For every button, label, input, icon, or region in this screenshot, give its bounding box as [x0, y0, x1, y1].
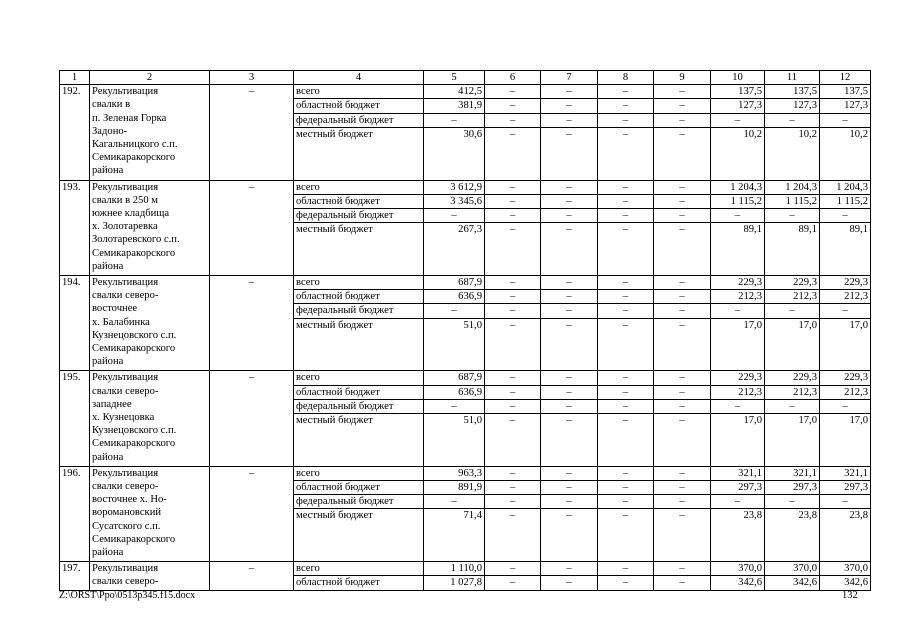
amount-cell: –	[541, 495, 598, 509]
amount-cell: –	[541, 127, 598, 180]
amount-cell: 51,0	[424, 414, 485, 467]
funding-source: областной бюджет	[294, 576, 424, 590]
amount-cell: –	[598, 304, 654, 318]
amount-cell: –	[654, 466, 711, 480]
amount-cell: –	[820, 113, 871, 127]
column-number-12: 12	[820, 71, 871, 85]
amount-cell: –	[598, 127, 654, 180]
funding-source: всего	[294, 371, 424, 385]
amount-cell: –	[485, 562, 541, 576]
amount-cell: –	[598, 509, 654, 562]
amount-cell: –	[820, 304, 871, 318]
amount-cell: 370,0	[765, 562, 820, 576]
amount-cell: 89,1	[765, 223, 820, 276]
entry-name-line: Рекультивация	[92, 372, 159, 384]
amount-cell: –	[485, 371, 541, 385]
amount-cell: –	[654, 481, 711, 495]
amount-cell: –	[424, 399, 485, 413]
amount-cell: –	[654, 209, 711, 223]
page-number: 132	[842, 590, 858, 601]
amount-cell: –	[654, 113, 711, 127]
amount-cell: –	[541, 385, 598, 399]
amount-cell: –	[654, 385, 711, 399]
budget-table	[59, 70, 871, 591]
amount-cell: –	[485, 318, 541, 371]
amount-cell: –	[765, 209, 820, 223]
funding-source: местный бюджет	[294, 223, 424, 276]
amount-cell: 229,3	[765, 276, 820, 290]
entry-name-line: Кузнецовского с.п.	[92, 329, 177, 341]
entry-name-line: воромановский	[92, 507, 162, 519]
amount-cell: 137,5	[820, 85, 871, 99]
amount-cell: –	[541, 576, 598, 590]
responsible-executor: –	[210, 85, 294, 180]
amount-cell: –	[541, 318, 598, 371]
funding-source: федеральный бюджет	[294, 399, 424, 413]
amount-cell: 23,8	[765, 509, 820, 562]
amount-cell: –	[424, 495, 485, 509]
column-number-3: 3	[210, 71, 294, 85]
amount-cell: 687,9	[424, 371, 485, 385]
amount-cell: 17,0	[765, 414, 820, 467]
funding-source: местный бюджет	[294, 318, 424, 371]
amount-cell: –	[541, 276, 598, 290]
amount-cell: –	[541, 85, 598, 99]
amount-cell: 297,3	[711, 481, 765, 495]
entry-name-line: района	[92, 260, 124, 272]
funding-source: всего	[294, 180, 424, 194]
amount-cell: 342,6	[820, 576, 871, 590]
amount-cell: 17,0	[711, 318, 765, 371]
entry-name	[90, 180, 210, 275]
amount-cell: 30,6	[424, 127, 485, 180]
amount-cell: –	[541, 113, 598, 127]
amount-cell: –	[598, 466, 654, 480]
entry-name-line: Семикаракорского	[92, 152, 176, 164]
entry-name-line: района	[92, 165, 124, 177]
amount-cell: 687,9	[424, 276, 485, 290]
amount-cell: –	[424, 113, 485, 127]
amount-cell: –	[485, 290, 541, 304]
table-row	[60, 85, 871, 99]
amount-cell: –	[598, 209, 654, 223]
amount-cell: –	[485, 113, 541, 127]
entry-name-line: района	[92, 451, 124, 463]
amount-cell: –	[541, 466, 598, 480]
amount-cell: 297,3	[820, 481, 871, 495]
entry-name-line: свалки северо-	[92, 481, 159, 493]
amount-cell: 127,3	[765, 99, 820, 113]
amount-cell: –	[654, 223, 711, 276]
amount-cell: –	[598, 276, 654, 290]
responsible-executor: –	[210, 276, 294, 371]
amount-cell: –	[541, 481, 598, 495]
entry-name-line: Кагальницкого с.п.	[92, 139, 178, 151]
amount-cell: –	[654, 194, 711, 208]
amount-cell: –	[485, 194, 541, 208]
entry-number: 195.	[60, 371, 90, 466]
amount-cell: –	[654, 562, 711, 576]
amount-cell: –	[598, 576, 654, 590]
entry-number: 192.	[60, 85, 90, 180]
amount-cell: 381,9	[424, 99, 485, 113]
amount-cell: –	[598, 495, 654, 509]
amount-cell: –	[541, 399, 598, 413]
column-number-8: 8	[598, 71, 654, 85]
amount-cell: –	[598, 318, 654, 371]
entry-name-line: Семикаракорского	[92, 343, 176, 355]
column-number-9: 9	[654, 71, 711, 85]
amount-cell: 891,9	[424, 481, 485, 495]
amount-cell: –	[485, 276, 541, 290]
entry-name-line: свалки северо-	[92, 385, 159, 397]
entry-number: 196.	[60, 466, 90, 561]
amount-cell: 229,3	[711, 276, 765, 290]
amount-cell: –	[541, 223, 598, 276]
entry-name-line: западнее	[92, 398, 132, 410]
entry-number: 194.	[60, 276, 90, 371]
amount-cell: 137,5	[711, 85, 765, 99]
amount-cell: –	[541, 371, 598, 385]
amount-cell: –	[541, 290, 598, 304]
amount-cell: –	[711, 399, 765, 413]
amount-cell: –	[541, 562, 598, 576]
amount-cell: –	[541, 509, 598, 562]
amount-cell: –	[654, 576, 711, 590]
entry-name-line: Кузнецовского с.п.	[92, 425, 177, 437]
funding-source: областной бюджет	[294, 99, 424, 113]
column-number-4: 4	[294, 71, 424, 85]
entry-name-line: Задоно-	[92, 125, 128, 137]
amount-cell: –	[765, 495, 820, 509]
amount-cell: –	[485, 481, 541, 495]
amount-cell: 212,3	[820, 385, 871, 399]
amount-cell: –	[598, 85, 654, 99]
amount-cell: –	[598, 414, 654, 467]
entry-name-line: района	[92, 356, 124, 368]
amount-cell: –	[485, 85, 541, 99]
funding-source: всего	[294, 276, 424, 290]
entry-name-line: х. Золотаревка	[92, 221, 158, 233]
amount-cell: 229,3	[820, 371, 871, 385]
amount-cell: 51,0	[424, 318, 485, 371]
funding-source: федеральный бюджет	[294, 495, 424, 509]
funding-source: местный бюджет	[294, 127, 424, 180]
entry-name-line: п. Зеленая Горка	[92, 112, 167, 124]
amount-cell: –	[765, 399, 820, 413]
amount-cell: –	[424, 209, 485, 223]
amount-cell: 321,1	[711, 466, 765, 480]
responsible-executor: –	[210, 371, 294, 466]
table-row	[60, 371, 871, 385]
amount-cell: –	[598, 180, 654, 194]
amount-cell: –	[654, 371, 711, 385]
entry-name-line: восточнее х. Но-	[92, 494, 167, 506]
amount-cell: 3 612,9	[424, 180, 485, 194]
funding-source: областной бюджет	[294, 194, 424, 208]
funding-source: федеральный бюджет	[294, 209, 424, 223]
responsible-executor: –	[210, 562, 294, 590]
amount-cell: –	[654, 85, 711, 99]
amount-cell: –	[598, 371, 654, 385]
amount-cell: 229,3	[820, 276, 871, 290]
amount-cell: 137,5	[765, 85, 820, 99]
column-number-5: 5	[424, 71, 485, 85]
amount-cell: 17,0	[820, 318, 871, 371]
amount-cell: –	[598, 399, 654, 413]
amount-cell: 963,3	[424, 466, 485, 480]
amount-cell: –	[654, 99, 711, 113]
amount-cell: –	[598, 562, 654, 576]
amount-cell: 1 204,3	[711, 180, 765, 194]
funding-source: федеральный бюджет	[294, 304, 424, 318]
amount-cell: –	[485, 414, 541, 467]
amount-cell: –	[424, 304, 485, 318]
amount-cell: 1 115,2	[820, 194, 871, 208]
amount-cell: 1 204,3	[820, 180, 871, 194]
amount-cell: 10,2	[765, 127, 820, 180]
funding-source: областной бюджет	[294, 290, 424, 304]
entry-name-line: свалки в 250 м	[92, 194, 159, 206]
column-number-6: 6	[485, 71, 541, 85]
amount-cell: –	[711, 495, 765, 509]
amount-cell: 342,6	[711, 576, 765, 590]
amount-cell: 412,5	[424, 85, 485, 99]
amount-cell: –	[598, 290, 654, 304]
funding-source: всего	[294, 85, 424, 99]
funding-source: федеральный бюджет	[294, 113, 424, 127]
amount-cell: –	[765, 113, 820, 127]
amount-cell: –	[541, 414, 598, 467]
amount-cell: –	[598, 385, 654, 399]
amount-cell: –	[485, 127, 541, 180]
entry-name-line: х. Кузнецовка	[92, 412, 155, 424]
amount-cell: –	[541, 194, 598, 208]
entry-name-line: Семикаракорского	[92, 247, 176, 259]
amount-cell: –	[654, 495, 711, 509]
amount-cell: –	[598, 223, 654, 276]
amount-cell: 127,3	[820, 99, 871, 113]
amount-cell: 23,8	[820, 509, 871, 562]
amount-cell: 297,3	[765, 481, 820, 495]
entry-name-line: свалки северо-	[92, 576, 159, 588]
amount-cell: 1 115,2	[765, 194, 820, 208]
amount-cell: 17,0	[820, 414, 871, 467]
entry-name-line: района	[92, 547, 124, 559]
amount-cell: –	[711, 209, 765, 223]
amount-cell: 342,6	[765, 576, 820, 590]
amount-cell: –	[654, 414, 711, 467]
amount-cell: 212,3	[765, 290, 820, 304]
amount-cell: –	[711, 113, 765, 127]
amount-cell: –	[598, 194, 654, 208]
amount-cell: –	[485, 209, 541, 223]
entry-name-line: х. Балабинка	[92, 316, 150, 328]
amount-cell: 229,3	[765, 371, 820, 385]
responsible-executor: –	[210, 466, 294, 561]
amount-cell: –	[541, 99, 598, 113]
amount-cell: 636,9	[424, 290, 485, 304]
entry-name	[90, 85, 210, 180]
entry-name-line: свалки в	[92, 99, 131, 111]
entry-name-line: Сусатского с.п.	[92, 520, 161, 532]
amount-cell: –	[485, 180, 541, 194]
amount-cell: –	[541, 304, 598, 318]
table-row	[60, 276, 871, 290]
amount-cell: –	[820, 399, 871, 413]
amount-cell: –	[654, 399, 711, 413]
table-row	[60, 562, 871, 576]
amount-cell: 1 027,8	[424, 576, 485, 590]
responsible-executor: –	[210, 180, 294, 275]
funding-source: местный бюджет	[294, 414, 424, 467]
amount-cell: –	[654, 304, 711, 318]
entry-name-line: Рекультивация	[92, 277, 159, 289]
funding-source: всего	[294, 466, 424, 480]
amount-cell: –	[485, 576, 541, 590]
amount-cell: 89,1	[711, 223, 765, 276]
amount-cell: 370,0	[820, 562, 871, 576]
amount-cell: –	[485, 385, 541, 399]
amount-cell: –	[598, 481, 654, 495]
table-row	[60, 180, 871, 194]
amount-cell: 1 115,2	[711, 194, 765, 208]
entry-name	[90, 371, 210, 466]
amount-cell: 321,1	[820, 466, 871, 480]
amount-cell: 10,2	[711, 127, 765, 180]
funding-source: областной бюджет	[294, 385, 424, 399]
amount-cell: –	[711, 304, 765, 318]
amount-cell: 370,0	[711, 562, 765, 576]
amount-cell: 17,0	[711, 414, 765, 467]
column-number-11: 11	[765, 71, 820, 85]
entry-number: 197.	[60, 562, 90, 590]
entry-name-line: Рекультивация	[92, 467, 159, 479]
amount-cell: 212,3	[711, 385, 765, 399]
amount-cell: –	[654, 318, 711, 371]
amount-cell: –	[654, 290, 711, 304]
funding-source: областной бюджет	[294, 481, 424, 495]
entry-name	[90, 466, 210, 561]
entry-name-line: восточнее	[92, 303, 138, 315]
entry-name-line: свалки северо-	[92, 290, 159, 302]
amount-cell: 89,1	[820, 223, 871, 276]
entry-name-line: Рекультивация	[92, 181, 159, 193]
table-row	[60, 466, 871, 480]
funding-source: местный бюджет	[294, 509, 424, 562]
amount-cell: 10,2	[820, 127, 871, 180]
amount-cell: –	[485, 304, 541, 318]
amount-cell: 212,3	[711, 290, 765, 304]
entry-name	[90, 276, 210, 371]
amount-cell: 267,3	[424, 223, 485, 276]
amount-cell: –	[654, 127, 711, 180]
amount-cell: 71,4	[424, 509, 485, 562]
entry-number: 193.	[60, 180, 90, 275]
amount-cell: 229,3	[711, 371, 765, 385]
amount-cell: 636,9	[424, 385, 485, 399]
column-number-2: 2	[90, 71, 210, 85]
amount-cell: 1 110,0	[424, 562, 485, 576]
amount-cell: –	[485, 495, 541, 509]
amount-cell: –	[485, 509, 541, 562]
amount-cell: 23,8	[711, 509, 765, 562]
entry-name	[90, 562, 210, 590]
column-number-10: 10	[711, 71, 765, 85]
amount-cell: –	[485, 99, 541, 113]
amount-cell: –	[541, 209, 598, 223]
entry-name-line: Золотаревского с.п.	[92, 234, 180, 246]
amount-cell: –	[820, 209, 871, 223]
table-header-row	[60, 71, 871, 85]
amount-cell: –	[485, 399, 541, 413]
amount-cell: –	[654, 276, 711, 290]
amount-cell: –	[485, 466, 541, 480]
amount-cell: 212,3	[765, 385, 820, 399]
amount-cell: 321,1	[765, 466, 820, 480]
entry-name-line: Рекультивация	[92, 563, 159, 575]
amount-cell: –	[820, 495, 871, 509]
amount-cell: –	[598, 113, 654, 127]
amount-cell: –	[598, 99, 654, 113]
amount-cell: –	[485, 223, 541, 276]
amount-cell: 127,3	[711, 99, 765, 113]
amount-cell: 17,0	[765, 318, 820, 371]
amount-cell: –	[765, 304, 820, 318]
document-path: Z:\ORST\Ppo\0513p345.f15.docx	[59, 590, 196, 601]
entry-name-line: Семикаракорского	[92, 533, 176, 545]
amount-cell: –	[654, 180, 711, 194]
entry-name-line: Семикаракорского	[92, 438, 176, 450]
entry-name-line: Рекультивация	[92, 86, 159, 98]
column-number-1: 1	[60, 71, 90, 85]
entry-name-line: южнее кладбища	[92, 208, 170, 220]
amount-cell: –	[654, 509, 711, 562]
amount-cell: –	[541, 180, 598, 194]
amount-cell: 212,3	[820, 290, 871, 304]
amount-cell: 1 204,3	[765, 180, 820, 194]
amount-cell: 3 345,6	[424, 194, 485, 208]
column-number-7: 7	[541, 71, 598, 85]
funding-source: всего	[294, 562, 424, 576]
